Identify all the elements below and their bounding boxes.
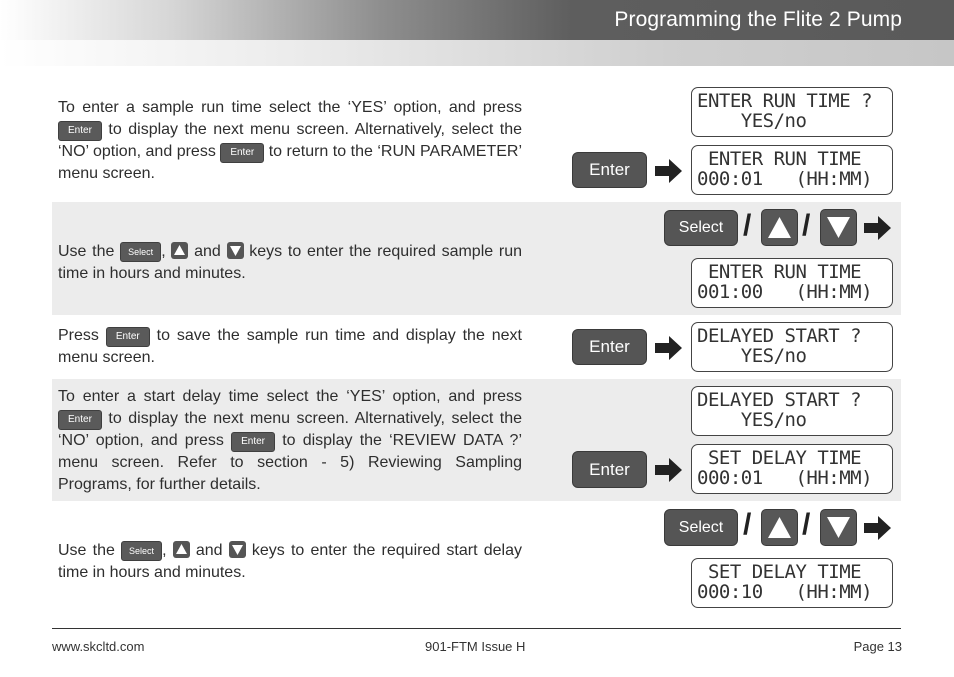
select-key-icon: Select	[121, 541, 162, 561]
select-button[interactable]: Select	[664, 509, 738, 546]
up-key-icon	[173, 541, 190, 558]
lcd-screen-enter-run-time-1: ENTER RUN TIME 000:01 (HH:MM)	[691, 145, 893, 195]
lcd-screen-enter-run-time-query: ENTER RUN TIME ? YES/no	[691, 87, 893, 137]
down-arrow-icon	[825, 214, 852, 241]
enter-button[interactable]: Enter	[572, 451, 647, 488]
enter-button[interactable]: Enter	[572, 329, 647, 365]
up-key-icon	[171, 242, 188, 259]
page-title: Programming the Flite 2 Pump	[614, 8, 902, 31]
up-arrow-icon	[766, 214, 793, 241]
up-arrow-icon	[766, 514, 793, 541]
section-5-text: Use the Select , and keys to enter the required start delay time in hours and minutes.	[58, 542, 522, 581]
lcd-screen-delayed-start-2: DELAYED START ? YES/no	[691, 386, 893, 436]
select-button[interactable]: Select	[664, 210, 738, 246]
right-arrow-icon	[864, 516, 892, 540]
lcd-screen-set-delay-time-1: SET DELAY TIME 000:01 (HH:MM)	[691, 444, 893, 494]
right-arrow-icon	[655, 458, 683, 482]
right-arrow-icon	[655, 336, 683, 360]
enter-key-icon: Enter	[220, 143, 264, 163]
section-4-text: To enter a start delay time select the ‘YES’ option, and press Enter to display the next menu screen. Alternatively, select the ‘NO’ option, and press Enter to display the ‘REVIEW DATA ?’ menu screen. Refer to section - 5) Reviewing Sampling Programs, for further details.	[58, 388, 523, 493]
section-2-text: Use the Select , and keys to enter the required sample run time in hours and minutes.	[58, 243, 523, 282]
section-3-text: Press Enter to save the sample run time and display the next menu screen.	[58, 327, 522, 366]
enter-key-icon: Enter	[58, 121, 102, 141]
slash-separator: /	[743, 209, 752, 242]
right-arrow-icon	[655, 159, 683, 183]
footer-website: www.skcltd.com	[52, 639, 145, 654]
header-subbar	[0, 40, 954, 66]
up-button[interactable]	[761, 209, 798, 246]
footer-doc-id: 901-FTM Issue H	[425, 639, 526, 654]
select-key-icon: Select	[120, 242, 161, 262]
footer-divider	[52, 628, 901, 629]
up-button[interactable]	[761, 509, 798, 546]
down-button[interactable]	[820, 509, 857, 546]
right-arrow-icon	[864, 216, 892, 240]
lcd-screen-set-delay-time-2: SET DELAY TIME 000:10 (HH:MM)	[691, 558, 893, 608]
enter-key-icon: Enter	[106, 327, 150, 347]
enter-button[interactable]: Enter	[572, 152, 647, 188]
slash-separator: /	[802, 508, 811, 541]
slash-separator: /	[743, 508, 752, 541]
down-button[interactable]	[820, 209, 857, 246]
section-1-text: To enter a sample run time select the ‘YES’ option, and press Enter to display the next menu screen. Alternatively, select the ‘NO’ option, and press Enter to return to the ‘RUN PARAMETER’ menu screen.	[58, 99, 523, 182]
enter-key-icon: Enter	[231, 432, 275, 452]
slash-separator: /	[802, 209, 811, 242]
down-arrow-icon	[825, 514, 852, 541]
lcd-screen-enter-run-time-2: ENTER RUN TIME 001:00 (HH:MM)	[691, 258, 893, 308]
footer-page-number: Page 13	[853, 639, 902, 654]
lcd-screen-delayed-start-1: DELAYED START ? YES/no	[691, 322, 893, 372]
down-key-icon	[229, 541, 246, 558]
enter-key-icon: Enter	[58, 410, 102, 430]
down-key-icon	[227, 242, 244, 259]
